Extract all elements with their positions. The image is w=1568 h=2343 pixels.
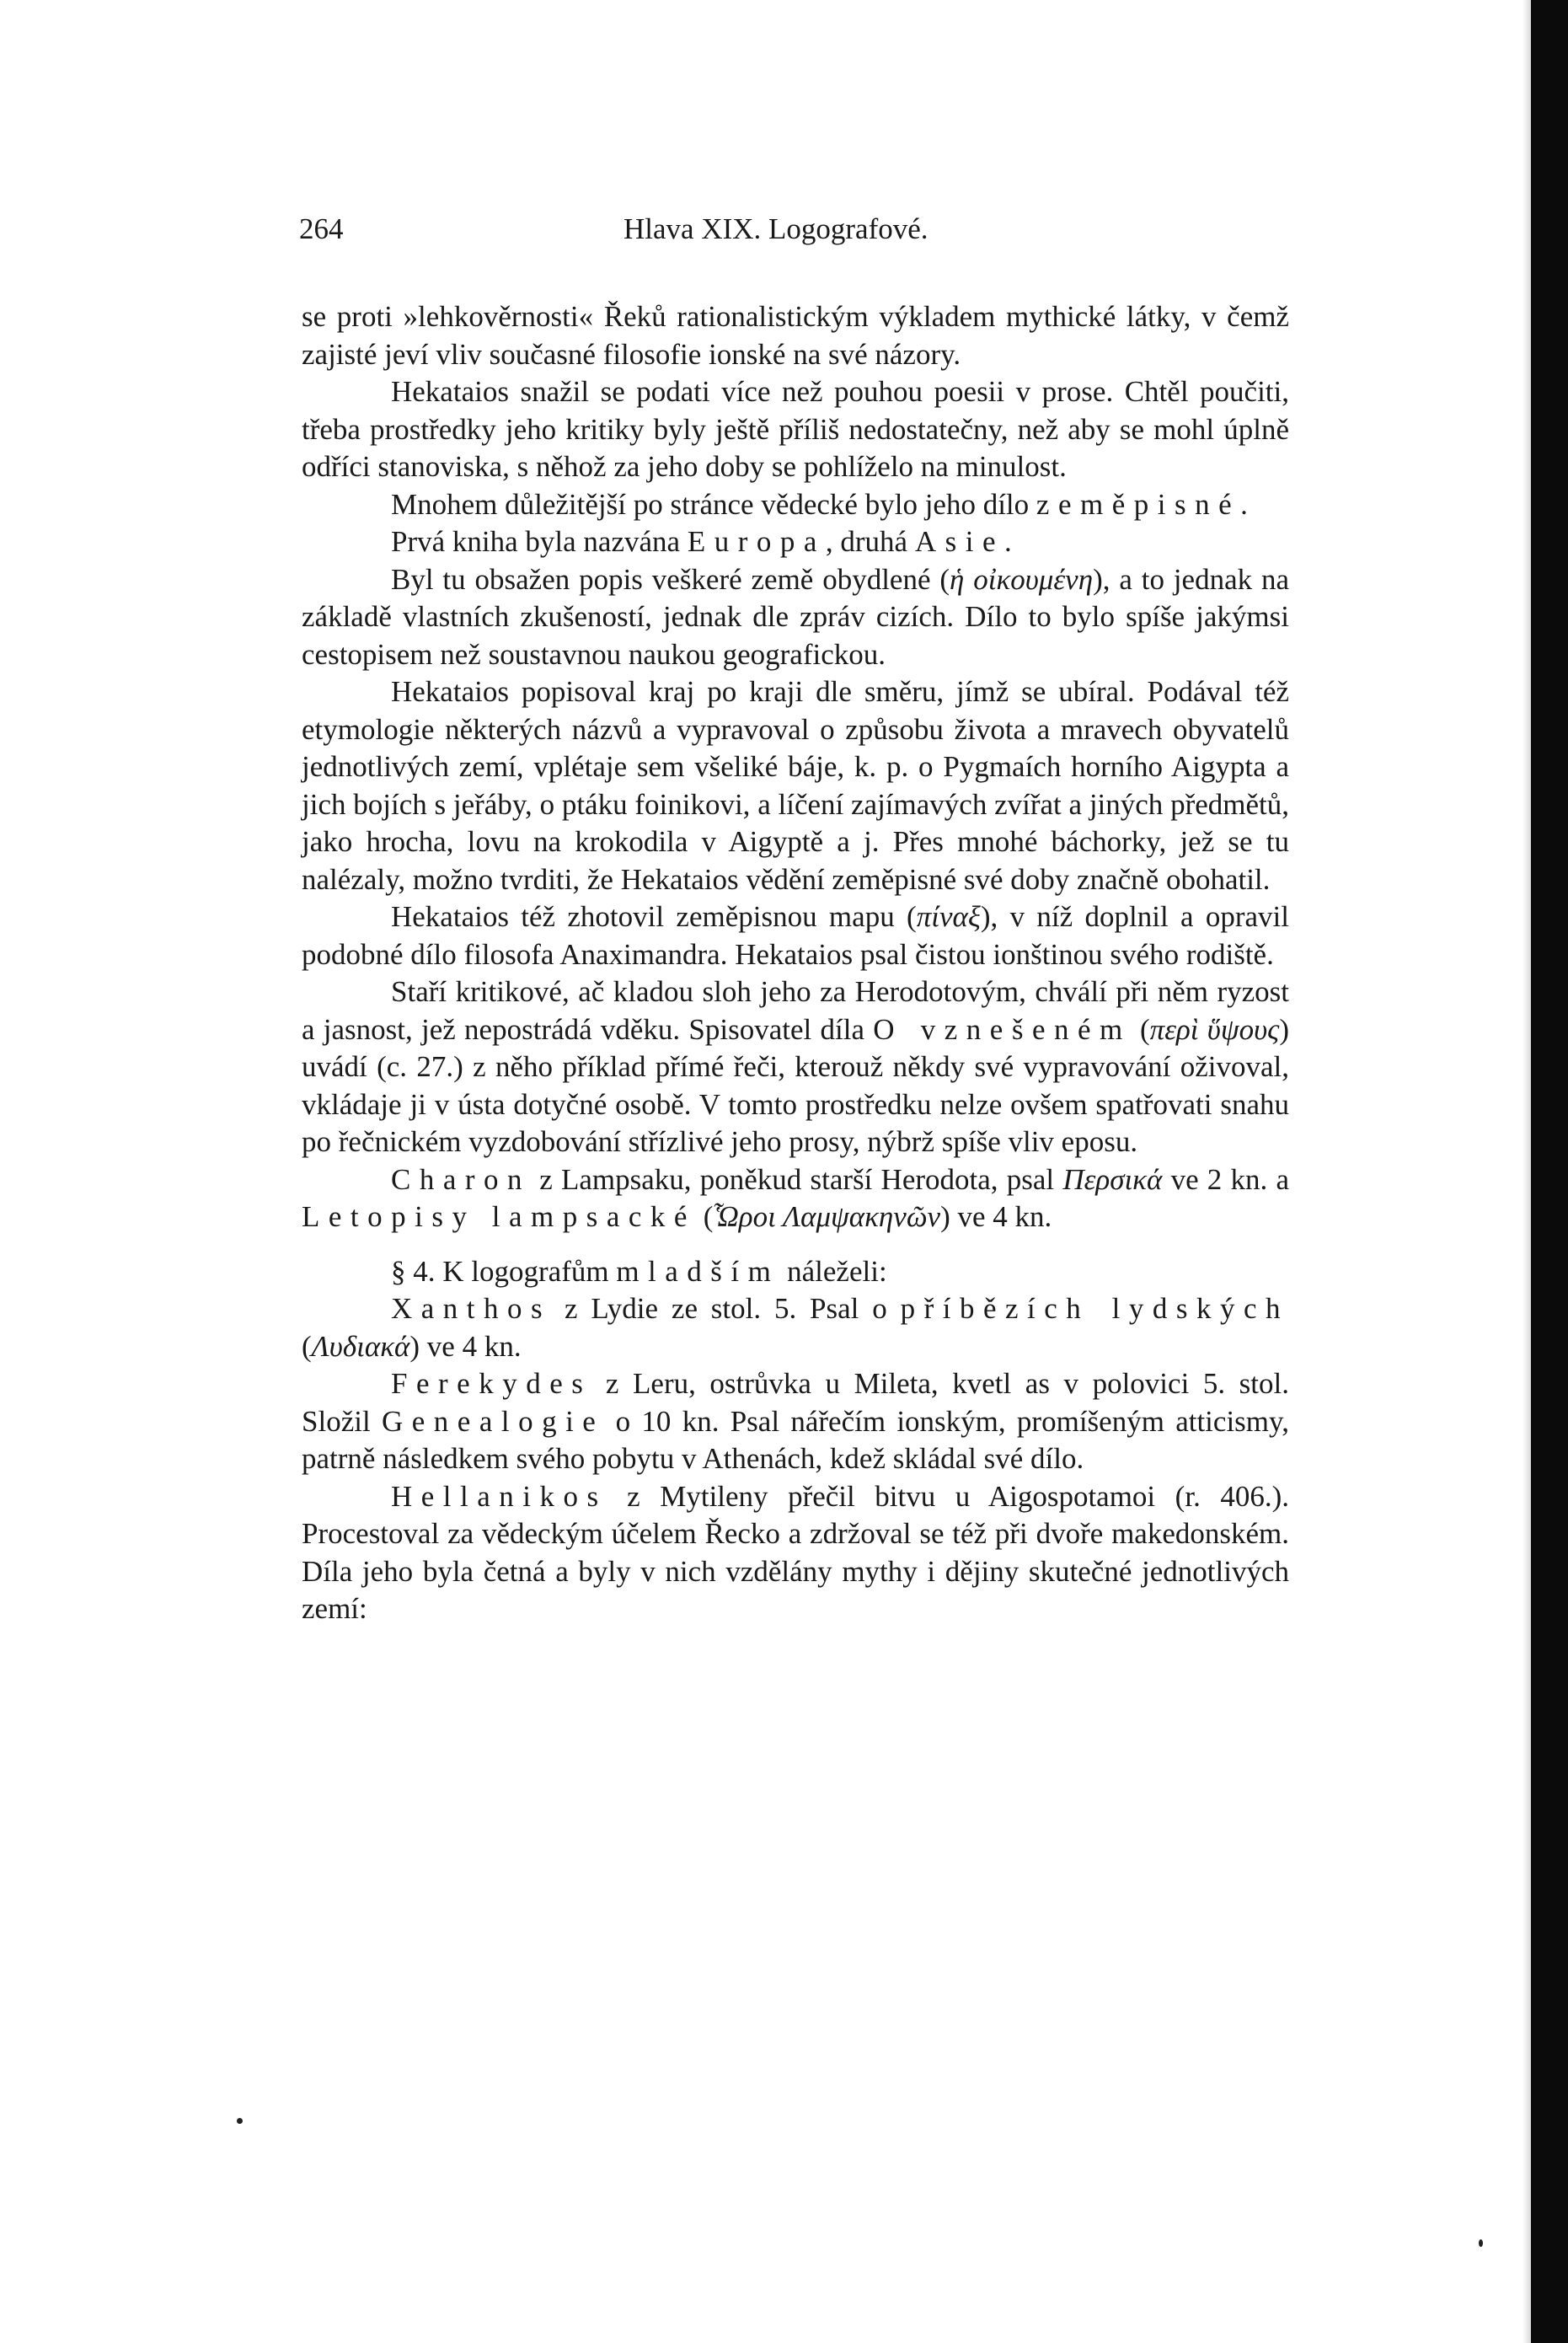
text-run: ( [1131,1012,1150,1046]
paragraph [302,1478,1289,1628]
spaced-term: Xanthos [391,1292,552,1325]
scan-border [1531,0,1568,2343]
text-run: z Leru, ostrůvka u Mileta, kvetl as v polovici 5. stol. Složil [302,1367,1289,1438]
greek-term: Λυδιακά [311,1329,410,1363]
spaced-term: mladším [616,1254,780,1288]
greek-term: πίναξ [916,900,981,933]
text-run: § 4. K logografům [391,1254,617,1288]
running-title: Hlava XIX. Logografové. [623,212,928,245]
text-run: , druhá [825,525,915,558]
text-run: ), a to jednak na základě vlastních zkušeností, jednak dle zpráv cizích. Dílo to bylo spíše jakýmsi cestopisem než soustavnou naukou geografickou. [302,562,1289,671]
greek-term: περὶ ὕψους [1149,1012,1280,1046]
spaced-term: Asie [914,525,1004,558]
spaced-term: Hellanikos [391,1479,607,1513]
text-run: Byl tu obsažen popis veškeré země obydlené ( [391,562,950,596]
paragraph [302,973,1289,1161]
paragraph [302,523,1289,561]
text-run: z Mytileny přečil bitvu u Aigospotamoi (r. 406.). Procestoval za vědeckým účelem Řecko a zdržoval se též při dvoře makedonském. Díla jeho byla četná a byly v nich vzdělány mythy i dějiny skutečné jednotlivých zemí: [302,1479,1289,1625]
text-run: ) ve 4 kn. [940,1200,1052,1233]
paragraph [302,373,1289,486]
text-run: ( [302,1329,312,1363]
paragraph [302,1253,1289,1291]
paragraph [302,298,1289,373]
text-run: z Lydie ze stol. 5. Psal o [551,1292,901,1325]
text-run: . [1240,487,1248,521]
paragraph [302,1161,1289,1236]
greek-term: ἡ οἰκουμένη [950,562,1094,596]
page-header [299,212,1292,255]
text-run: o 10 kn. Psal nářečím ionským, promíšeným atticismy, patrně následkem svého pobytu v Athenách, kdež skládal své dílo. [302,1404,1289,1475]
text-run: Staří kritikové, ač kladou sloh jeho za Herodotovým, chválí při něm ryzost a jasnost, jež nepostrádá vděku. Spisovatel díla [302,975,1289,1046]
text-run: ) ve 4 kn. [409,1329,522,1363]
spaced-term: O vznešeném [873,1012,1132,1046]
text-run: ( [695,1200,714,1233]
text-run: Hekataios též zhotovil zeměpisnou mapu ( [391,900,917,933]
text-run: z Lampsaku, poněkud starší Herodota, psal [531,1162,1063,1196]
text-run: Hekataios snažil se podati více než pouhou poesii v prose. Chtěl poučiti, třeba prostředky jeho kritiky byly ještě příliš nedostatečny, než aby se mohl úplně odříci stanoviska, s něhož za jeho doby se pohlíželo na minulost. [302,375,1289,483]
spaced-term: Europa [687,525,826,558]
spaced-term: zeměpisné [1036,487,1241,521]
spaced-term: příbězích lydských [900,1292,1289,1325]
text-run: ) uvádí (c. 27.) z něho příklad přímé řeči, kterouž někdy své vypravování oživoval, vkládaje ji v ústa dotyčné osobě. V tomto prostředku nelze ovšem spatřovati snahu po řečnickém vyzdobování střízlivé jeho prosy, nýbrž spíše vliv eposu. [302,1012,1289,1158]
scan-speck [237,2118,243,2124]
greek-term: Ὧροι Λαμψακηνῶν [713,1200,941,1233]
spaced-term: Letopisy lampsacké [302,1200,696,1233]
spaced-term: Genealogie [381,1404,605,1438]
paragraph [302,486,1289,524]
text-run: Mnohem důležitější po stránce vědecké bylo jeho dílo [391,487,1036,521]
paragraph [302,1290,1289,1365]
text-run: se proti »lehkověrnosti« Řeků rationalistickým výkladem mythické látky, v čemž zajisté jeví vliv současné filosofie ionské na své názory. [302,300,1289,371]
scan-shadow [1523,0,1531,2343]
paragraph [302,561,1289,674]
text-run: Prvá kniha byla nazvána [391,525,688,558]
body-text [302,298,1289,1628]
spaced-term: Charon [391,1162,532,1196]
text-run: náleželi: [779,1254,887,1288]
greek-term: Περσικά [1062,1162,1163,1196]
paragraph [302,898,1289,973]
text-run: . [1004,525,1012,558]
paragraph [302,673,1289,898]
spaced-term: Ferekydes [391,1367,592,1400]
text-run: ve 2 kn. a [1162,1162,1289,1196]
page-number: 264 [299,212,344,245]
paragraph [302,1365,1289,1478]
scan-speck [1479,2239,1483,2247]
text-run: Hekataios popisoval kraj po kraji dle směru, jímž se ubíral. Podával též etymologie některých názvů a vypravoval o způsobu života a mravech obyvatelů jednotlivých zemí, vplétaje sem všeliké báje, k. p. o Pygmaích horního Aigypta a jich bojích s jeřáby, o ptáku foinikovi, a líčení zajímavých zvířat a jiných předmětů, jako hrocha, lovu na krokodila v Aigyptě a j. Přes mnohé báchorky, jež se tu nalézaly, možno tvrditi, že Hekataios vědění zeměpisné své doby značně obohatil. [302,675,1289,896]
text-run: ), v níž doplnil a opravil podobné dílo filosofa Anaximandra. Hekataios psal čistou ionštinou svého rodiště. [302,900,1289,971]
